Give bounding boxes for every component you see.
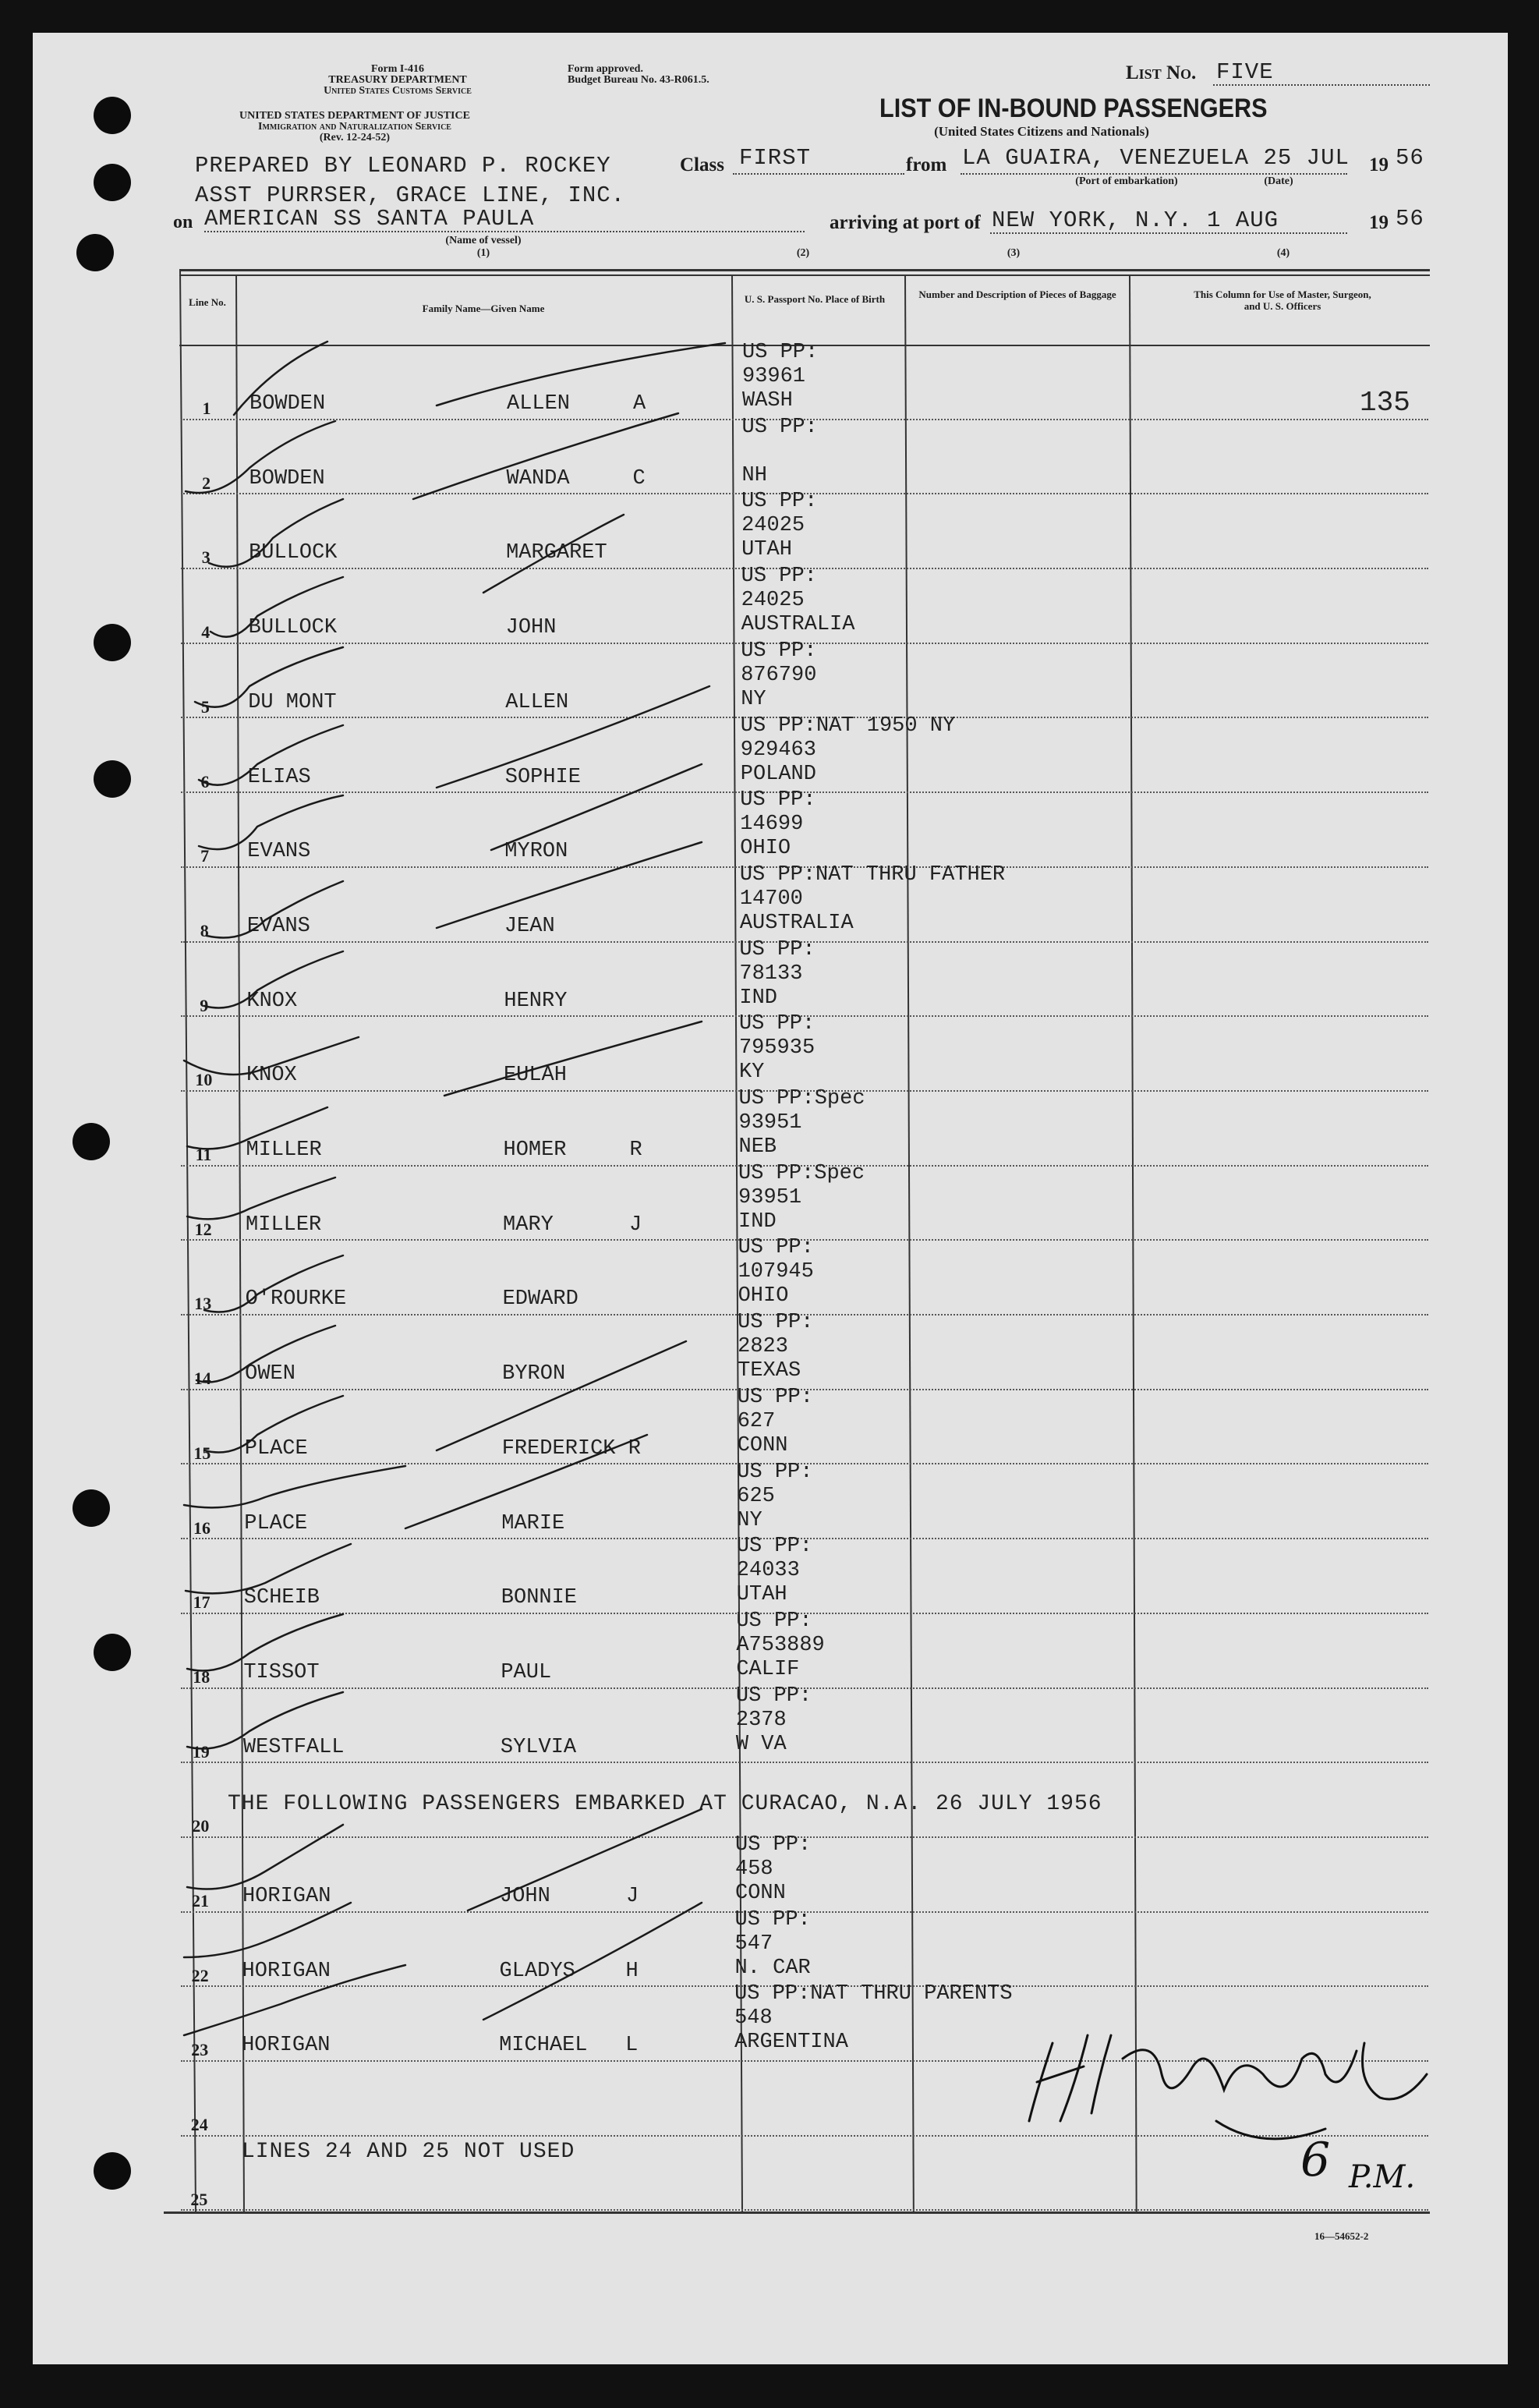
document-subtitle: (United States Citizens and Nationals): [934, 124, 1149, 139]
family-name: ELIAS: [247, 765, 311, 789]
family-name: PLACE: [244, 1436, 308, 1461]
embarkation-port: LA GUAIRA, VENEZUELA 25 JUL: [962, 145, 1350, 171]
family-name: BOWDEN: [249, 392, 326, 416]
given-name: GLADYS: [499, 1959, 575, 1983]
family-name: PLACE: [244, 1511, 308, 1535]
passport-and-birthplace: US PP: 24033 UTAH: [736, 1535, 813, 1607]
line-number: 22: [191, 1965, 209, 1985]
middle-initial: L: [625, 2034, 639, 2058]
passport-and-birthplace: US PP: 24025 UTAH: [741, 490, 818, 562]
family-name: HORIGAN: [242, 1885, 331, 1908]
line-number: 7: [200, 846, 210, 866]
given-name: EDWARD: [502, 1287, 578, 1312]
col-header-line-no: Line No.: [189, 296, 226, 308]
middle-initial: H: [625, 1959, 639, 1983]
col-index-2: (2): [796, 247, 810, 259]
prepared-by: PREPARED BY LEONARD P. ROCKEY: [195, 153, 611, 179]
given-name: ALLEN: [507, 392, 571, 416]
given-name: MARGARET: [506, 541, 607, 565]
line-number: 20: [192, 1816, 210, 1836]
curacao-note: THE FOLLOWING PASSENGERS EMBARKED AT CURACAO, N.A. 26 JULY 1956: [228, 1792, 1102, 1816]
budget-bureau: Budget Bureau No. 43-R061.5.: [568, 74, 709, 86]
vessel-caption: (Name of vessel): [445, 235, 522, 246]
line-number: 11: [195, 1145, 212, 1164]
given-name: EULAH: [503, 1064, 567, 1088]
line-number: 17: [193, 1592, 211, 1613]
family-name: KNOX: [246, 1064, 297, 1088]
passport-and-birthplace: US PP: 14699 OHIO: [740, 788, 816, 861]
given-name: BONNIE: [501, 1586, 578, 1610]
on-label: on: [173, 212, 193, 232]
given-name: WANDA: [506, 466, 570, 490]
given-name: MARY: [503, 1213, 554, 1237]
family-name: MILLER: [246, 1213, 322, 1237]
family-name: BULLOCK: [248, 616, 338, 640]
line-number: 5: [200, 696, 210, 717]
family-name: EVANS: [246, 914, 310, 938]
given-name: BYRON: [502, 1362, 566, 1386]
given-name: HENRY: [504, 989, 568, 1013]
form-approved: Form approved.: [568, 63, 643, 75]
family-name: HORIGAN: [242, 1959, 331, 1983]
print-code: 16—54652-2: [1314, 2230, 1369, 2242]
line-number: 15: [193, 1443, 211, 1463]
given-name: JOHN: [505, 616, 557, 640]
given-name: FREDERICK: [501, 1436, 616, 1461]
justice-dept: UNITED STATES DEPARTMENT OF JUSTICE: [239, 110, 470, 122]
customs-service: United States Customs Service: [324, 85, 472, 97]
given-name: MARIE: [501, 1511, 565, 1535]
family-name: SCHEIB: [243, 1586, 320, 1610]
middle-initial: J: [629, 1213, 642, 1237]
given-name: JEAN: [504, 914, 555, 938]
family-name: BOWDEN: [249, 466, 325, 490]
passport-and-birthplace: US PP:NAT 1950 NY 929463 POLAND: [740, 714, 956, 786]
officer-remark: 135: [1360, 387, 1410, 419]
passport-and-birthplace: US PP: 627 CONN: [737, 1385, 813, 1457]
passport-and-birthplace: US PP: A753889 CALIF: [736, 1609, 825, 1681]
treasury-dept: TREASURY DEPARTMENT: [328, 74, 467, 86]
line-number: 16: [193, 1517, 211, 1538]
passport-and-birthplace: US PP: 2378 W VA: [735, 1684, 812, 1756]
passport-and-birthplace: US PP:Spec 93951 IND: [738, 1161, 865, 1234]
passport-and-birthplace: US PP: 625 NY: [737, 1460, 813, 1532]
middle-initial: R: [628, 1436, 641, 1461]
given-name: PAUL: [501, 1660, 552, 1684]
prepared-by-title: ASST PURRSER, GRACE LINE, INC.: [195, 182, 626, 208]
given-name: HOMER: [503, 1138, 567, 1162]
family-name: BULLOCK: [249, 541, 338, 565]
line-number: 23: [191, 2040, 209, 2060]
col-header-passport: U. S. Passport No. Place of Birth: [744, 293, 886, 305]
col-index-4: (4): [1276, 247, 1290, 259]
given-name: MICHAEL: [499, 2034, 588, 2058]
passport-and-birthplace: US PP: 876790 NY: [741, 639, 817, 711]
line-number: 9: [200, 995, 209, 1015]
from-label: from: [906, 154, 947, 175]
family-name: HORIGAN: [242, 2034, 331, 2058]
family-name: MILLER: [246, 1138, 322, 1162]
middle-initial: J: [626, 1885, 639, 1908]
middle-initial: A: [633, 392, 646, 416]
family-name: KNOX: [246, 989, 298, 1013]
family-name: O'ROURKE: [245, 1287, 347, 1312]
passport-and-birthplace: US PP: 93961 WASH: [742, 341, 819, 413]
given-name: MYRON: [504, 840, 568, 864]
line-number: 18: [193, 1666, 211, 1687]
middle-initial: C: [632, 466, 646, 490]
signature: [1029, 2035, 1427, 2139]
arriving-label: arriving at port of: [830, 212, 981, 233]
ins-service: Immigration and Naturalization Service: [258, 121, 451, 133]
family-name: OWEN: [245, 1362, 295, 1386]
date-caption: (Date): [1264, 175, 1293, 187]
passport-and-birthplace: US PP: 24025 AUSTRALIA: [741, 565, 855, 637]
class-value: FIRST: [739, 145, 812, 171]
passport-and-birthplace: US PP: 107945 OHIO: [738, 1236, 814, 1308]
col-index-1: (1): [476, 247, 490, 259]
passport-and-birthplace: US PP: 2823 TEXAS: [738, 1311, 814, 1383]
list-number-value: FIVE: [1216, 59, 1274, 85]
middle-initial: R: [629, 1138, 642, 1162]
passport-and-birthplace: US PP: 795935 KY: [738, 1012, 815, 1085]
line-number: 19: [192, 1741, 210, 1762]
arrival-port: NEW YORK, N.Y. 1 AUG: [992, 207, 1279, 233]
list-number-label: List No.: [1126, 62, 1197, 83]
given-name: SYLVIA: [500, 1735, 577, 1759]
passport-and-birthplace: US PP: NH: [741, 415, 818, 487]
col-header-name: Family Name—Given Name: [422, 303, 545, 314]
vessel-name: AMERICAN SS SANTA PAULA: [204, 206, 535, 232]
given-name: JOHN: [500, 1885, 550, 1908]
unused-lines-note: LINES 24 AND 25 NOT USED: [242, 2140, 575, 2164]
line-number: 25: [190, 2189, 208, 2209]
line-number: 3: [201, 547, 211, 568]
passport-and-birthplace: US PP:Spec 93951 NEB: [738, 1087, 865, 1159]
given-name: SOPHIE: [504, 765, 581, 789]
line-number: 2: [202, 473, 211, 493]
family-name: EVANS: [247, 840, 311, 864]
svg-text:6: 6: [1300, 2133, 1331, 2187]
line-number: 10: [195, 1070, 213, 1090]
line-number: 21: [192, 1891, 209, 1910]
rev-date: (Rev. 12-24-52): [319, 132, 391, 143]
col-header-baggage: Number and Description of Pieces of Baggage: [918, 289, 1116, 300]
family-name: TISSOT: [243, 1660, 320, 1684]
passport-and-birthplace: US PP:NAT THRU FATHER 14700 AUSTRALIA: [739, 862, 1006, 935]
embark-caption: (Port of embarkation): [1075, 175, 1178, 187]
passport-and-birthplace: US PP:NAT THRU PARENTS 548 ARGENTINA: [734, 1982, 1013, 2055]
line-number: 24: [190, 2115, 208, 2135]
year-prefix: 19: [1369, 154, 1389, 175]
line-number: 13: [194, 1294, 212, 1314]
family-name: DU MONT: [248, 690, 337, 714]
embark-year: 56: [1396, 145, 1424, 171]
col-header-officers: This Column for Use of Master, Surgeon, and U. S. Officers: [1194, 289, 1371, 312]
arrive-year-prefix: 19: [1369, 212, 1389, 233]
given-name: ALLEN: [505, 690, 569, 714]
class-label: Class: [680, 154, 724, 175]
form-number: Form I-416: [370, 63, 425, 75]
svg-text:P.M.: P.M.: [1349, 2159, 1416, 2195]
line-number: 1: [202, 398, 211, 418]
line-number: 14: [193, 1369, 211, 1389]
passport-and-birthplace: US PP: 547 N. CAR: [734, 1907, 811, 1980]
document-title: LIST OF IN-BOUND PASSENGERS: [879, 94, 1268, 123]
passport-and-birthplace: US PP: 78133 IND: [739, 937, 815, 1010]
family-name: WESTFALL: [242, 1735, 345, 1759]
line-number: 12: [194, 1219, 212, 1239]
col-index-3: (3): [1007, 247, 1021, 259]
line-number: 8: [200, 920, 209, 940]
line-number: 4: [201, 622, 211, 643]
passport-and-birthplace: US PP: 458 CONN: [735, 1833, 812, 1905]
line-number: 6: [200, 771, 210, 791]
pm-annotation: [1300, 2133, 1415, 2195]
arrive-year: 56: [1396, 206, 1424, 232]
